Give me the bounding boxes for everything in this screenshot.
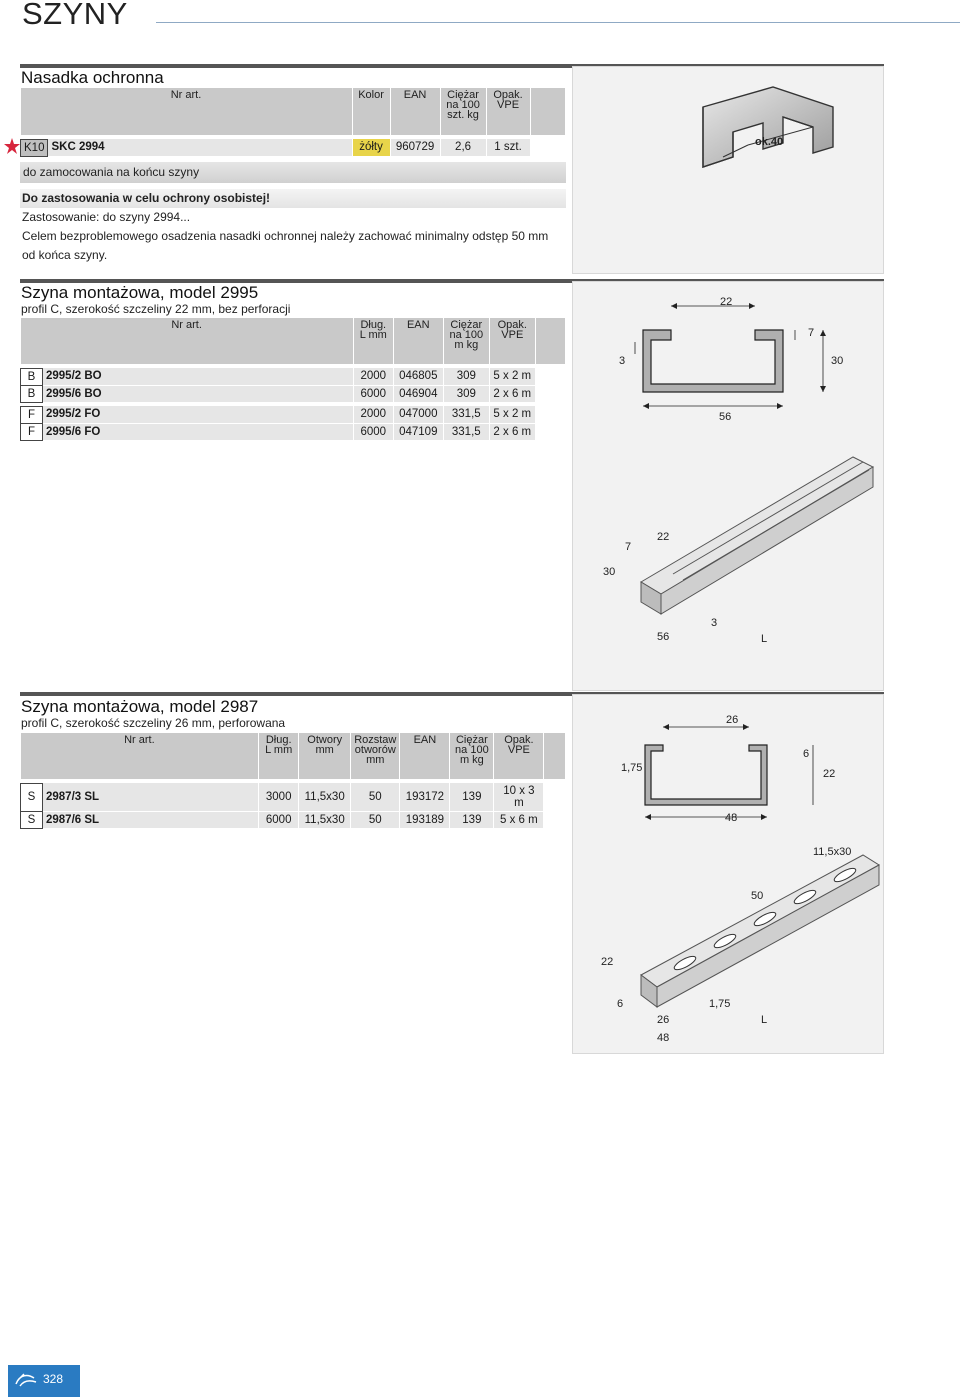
section2-table (20, 318, 566, 441)
table-row (21, 406, 566, 423)
category-code: F (21, 406, 43, 423)
header-filler (535, 318, 565, 364)
iso-dim-holes: 11,5x30 (813, 846, 852, 858)
iso-dim-d: 56 (657, 631, 670, 643)
col-header: Opak. VPE (486, 88, 530, 135)
dim-thickness: 3 (619, 355, 626, 367)
iso-dim-a: 7 (625, 541, 632, 553)
category-code: S (21, 812, 43, 829)
iso-dim-thickness: 1,75 (709, 998, 731, 1010)
weight-cell: 139 (450, 783, 494, 812)
iso-dim-lip: 6 (617, 998, 624, 1010)
table-row (21, 783, 566, 812)
holes-cell: 11,5x30 (299, 783, 351, 812)
header-filler (544, 733, 566, 779)
pack-cell: 10 x 3 m (494, 783, 544, 812)
article-number: 2987/6 SL (43, 812, 259, 829)
mounting-note: do zamocowania na końcu szyny (20, 162, 566, 183)
article-number: 2995/2 FO (43, 406, 354, 423)
usage-note: Zastosowanie: do szyny 2994... (22, 210, 191, 224)
page-number: 328 (43, 1372, 64, 1386)
dim-height: 30 (831, 355, 844, 367)
col-header: Ciężar na 100 szt. kg (440, 88, 486, 135)
table-row (21, 385, 566, 402)
col-header: Kolor (352, 88, 390, 135)
weight-cell: 331,5 (443, 406, 489, 423)
col-header: EAN (390, 88, 440, 135)
iso-dim-f: L (761, 633, 768, 645)
ean-cell: 960729 (390, 139, 440, 156)
row-filler (544, 783, 566, 812)
length-cell: 2000 (353, 368, 393, 385)
weight-cell: 309 (443, 385, 489, 402)
pack-cell: 2 x 6 m (489, 423, 535, 440)
color-cell: żółty (352, 139, 390, 156)
weight-cell: 309 (443, 368, 489, 385)
iso-dim-b: 22 (657, 531, 670, 543)
weight-cell: 2,6 (440, 139, 486, 156)
col-header: Nr art. (21, 733, 259, 779)
dim-lip: 7 (808, 327, 815, 339)
brand-logo-icon (14, 1370, 38, 1390)
pack-cell: 1 szt. (486, 139, 530, 156)
col-header: Nr art. (21, 318, 354, 364)
iso-dim-length: L (761, 1014, 768, 1026)
dim-width: 48 (725, 812, 738, 824)
safety-note: Do zastosowania w celu ochrony osobistej! (20, 189, 566, 208)
col-header: Ciężar na 100 m kg (443, 318, 489, 364)
row-filler (535, 406, 565, 423)
iso-dim-height: 22 (601, 956, 614, 968)
col-header: Ciężar na 100 m kg (450, 733, 494, 779)
row-filler (535, 423, 565, 440)
table-row (21, 368, 566, 385)
row-filler (544, 812, 566, 829)
length-cell: 6000 (353, 385, 393, 402)
spacing-cell: 50 (351, 812, 400, 829)
col-header: Dług. L mm (259, 733, 299, 779)
iso-dim-width: 48 (657, 1032, 670, 1044)
article-number: 2995/6 BO (43, 385, 354, 402)
table-row (21, 423, 566, 440)
table-row (21, 139, 566, 156)
ean-cell: 047000 (393, 406, 443, 423)
iso-dim-spacing: 50 (751, 890, 764, 902)
spacing-note-1: Celem bezproblemowego osadzenia nasadki ochronnej należy zachować minimalny odstęp 50 mm (22, 229, 549, 243)
col-header: Dług. L mm (353, 318, 393, 364)
category-code: K10 (21, 139, 48, 156)
col-header: Nr art. (21, 88, 353, 135)
col-header: Rozstaw otworów mm (351, 733, 400, 779)
col-header: Opak. VPE (494, 733, 544, 779)
iso-dim-c: 30 (603, 566, 616, 578)
dim-slot: 22 (720, 296, 733, 308)
weight-cell: 139 (450, 812, 494, 829)
section1-title: Nasadka ochronna (21, 68, 164, 87)
article-number: 2987/3 SL (43, 783, 259, 812)
ean-cell: 193172 (400, 783, 450, 812)
iso-dim-slot: 26 (657, 1014, 670, 1026)
row-filler (535, 368, 565, 385)
title-divider (156, 22, 960, 23)
pack-cell: 5 x 2 m (489, 406, 535, 423)
category-code: B (21, 385, 43, 402)
dim-width: 56 (719, 411, 732, 423)
dim-height: 22 (823, 768, 836, 780)
ean-cell: 046805 (393, 368, 443, 385)
rail-2987-drawing (572, 694, 884, 1054)
weight-cell: 331,5 (443, 423, 489, 440)
col-header: EAN (400, 733, 450, 779)
holes-cell: 11,5x30 (299, 812, 351, 829)
col-header: EAN (393, 318, 443, 364)
article-number: 2995/6 FO (43, 423, 354, 440)
article-number: SKC 2994 (48, 139, 352, 156)
row-filler (530, 139, 565, 156)
row-filler (535, 385, 565, 402)
length-cell: 2000 (353, 406, 393, 423)
dim-thickness: 1,75 (621, 762, 643, 774)
table-row (21, 812, 566, 829)
ean-cell: 046904 (393, 385, 443, 402)
category-code: B (21, 368, 43, 385)
pack-cell: 5 x 6 m (494, 812, 544, 829)
section3-title: Szyna montażowa, model 2987 (21, 697, 259, 716)
pack-cell: 2 x 6 m (489, 385, 535, 402)
pack-cell: 5 x 2 m (489, 368, 535, 385)
length-cell: 6000 (353, 423, 393, 440)
length-cell: 3000 (259, 783, 299, 812)
length-cell: 6000 (259, 812, 299, 829)
category-code: F (21, 423, 43, 440)
spacing-cell: 50 (351, 783, 400, 812)
section2-subtitle: profil C, szerokość szczeliny 22 mm, bez perforacji (21, 302, 291, 316)
category-code: S (21, 783, 43, 812)
col-header: Opak. VPE (489, 318, 535, 364)
protective-cap-image (572, 66, 884, 274)
star-icon (4, 138, 20, 154)
section1-notes (20, 162, 566, 265)
cap-dimension-label: ok.40 (755, 136, 784, 148)
iso-dim-e: 3 (711, 617, 718, 629)
dim-slot: 26 (726, 714, 739, 726)
article-number: 2995/2 BO (43, 368, 354, 385)
section1-table (20, 88, 566, 157)
section2-title: Szyna montażowa, model 2995 (21, 283, 259, 302)
ean-cell: 193189 (400, 812, 450, 829)
section3-table (20, 733, 566, 829)
header-filler (530, 88, 565, 135)
page-title: SZYNY (22, 0, 128, 31)
col-header: Otwory mm (299, 733, 351, 779)
spacing-note-2: od końca szyny. (22, 248, 108, 262)
section3-subtitle: profil C, szerokość szczeliny 26 mm, perforowana (21, 716, 286, 730)
dim-lip: 6 (803, 748, 810, 760)
rail-2995-drawing (572, 281, 884, 691)
ean-cell: 047109 (393, 423, 443, 440)
